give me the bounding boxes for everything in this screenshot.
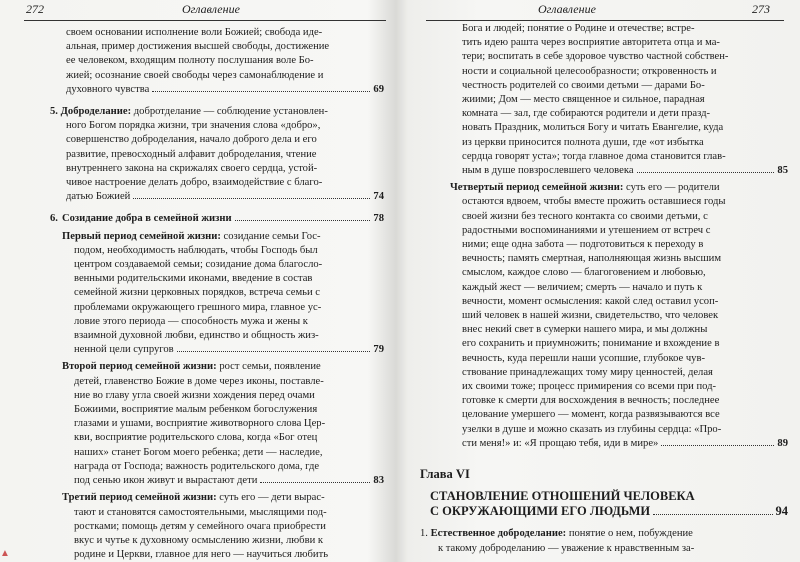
toc-line: целование умершего — момент, когда развязываются все [462,409,720,421]
toc-line: его сохранить и приумножить; понимание и вхождение в [462,338,720,350]
toc-line: проблемами окружающего грешного мира, главное ус- [74,301,322,313]
subsection-title: Третий период семейной жизни: [62,492,217,504]
toc-leader-line [438,164,788,178]
toc-line: жией; осознание своей свободы через самонаблюдение и [66,69,324,81]
toc-line: альная, пример достижения высшей свободы, достижение [66,41,330,53]
toc-page-number: 85 [777,165,788,177]
toc-line: своей жизни без тесного контакта со своими детьми, с [462,210,708,222]
toc-line: тают и становятся самостоятельными, мыслящими под- [74,506,327,518]
toc-line: вечность, куда перешли наши усопшие, глубокое чув- [462,352,706,364]
toc-line: готовке к смерти для восхождения в вечность; последнее [462,395,720,407]
toc-line: ненной цели супругов [74,344,174,356]
toc-line: новать Праздник, молиться Богу и читать Евангелие, куда [462,122,724,134]
toc-entry [38,105,384,204]
toc-leader-line [430,504,788,519]
toc-line: ростками; помощь детям у семейного очага приобрести [74,520,326,532]
page-number: 272 [26,2,44,16]
toc-entry [38,230,384,358]
toc-entry [38,360,384,488]
header-rule [426,20,784,21]
toc-leader-line [38,190,384,204]
toc-line: духовного чувства [66,83,150,95]
toc-line: наших» станет Богом моего ребенка; дети — наследие, [74,446,323,458]
toc-line: понятие о нем, побуждение [568,528,693,540]
toc-line: рост семьи, появление [219,361,321,373]
toc-line: ствование принадлежащих тому миру ценностей, делая [462,366,713,378]
toc-line: из церкви приносится полнота души, где «от избытка [462,136,704,148]
toc-line: датью Божией [66,191,131,203]
toc-line: честность родителей со своими детьми — дарами Бо- [462,79,705,91]
toc-line: их своими тоже; процесс примирения со всеми при под- [462,381,717,393]
toc-line: глазами и ушами, восприятие животворного слова Цер- [74,418,326,430]
toc-line: суть его — родители [626,182,720,194]
toc-leader-line [438,437,788,451]
section-title: Созидание добра в семейной жизни [61,213,232,225]
toc-page-number: 69 [373,83,384,95]
toc-line: жиими; Дом — место священное и сильное, парадная [462,94,705,106]
toc-entry [38,491,384,562]
toc-line: совершенство доброделания, начало доброго дела и его [66,134,317,146]
chapter-label: Глава VI [420,467,470,482]
toc-line: ее человеком, входящим полноту послушания воле Бо- [66,55,314,67]
subsection-title: Первый период семейной жизни: [62,230,221,242]
toc-line: ловие этого периода — способность мужа и жены к [74,315,308,327]
toc-column [38,26,384,562]
toc-line: вечность; память смертная, наполняющая жизнь высшим [462,253,722,265]
toc-line: взаимной духовной любви, единство и общность жиз- [74,330,319,342]
toc-line: кви, восприятие родительского слова, когда «Бог отец [74,432,318,444]
toc-line: ними; еще одна забота — подготовиться к переходу в [462,239,704,251]
toc-line: созидание семьи Гос- [223,230,321,242]
toc-line: внутреннего закона на скрижалях своего сердца, устой- [66,162,318,174]
toc-line: Бога и людей; понятие о Родине и отечестве; встре- [462,23,695,34]
toc-line: каждый жест — величием; смерть — начало и путь к [462,281,703,293]
toc-line: ший человек в нашей жизни, свидетельство, что человек [462,310,719,322]
toc-line: сердца говорят уста»; тогда главное дома становится глав- [462,150,726,162]
dot-leader [637,172,775,173]
header-rule [24,20,386,21]
section-title: Естественное доброделание: [430,528,567,540]
toc-line: венными родительскими иконами, введение в состав [74,273,313,285]
toc-line: семейной жизни церковных порядков, встреча семьи с [74,287,320,299]
toc-entry [38,212,384,226]
toc-line: награда от Господа; важность родительского дома, где [74,460,320,472]
toc-leader-line [38,343,384,357]
subsection-title: Четвертый период семейной жизни: [450,182,624,194]
toc-line: детей, главенство Божие в доме через иконы, поставле- [74,375,324,387]
dot-leader [133,198,370,199]
toc-entry [38,26,384,97]
toc-line: суть его — дети вырас- [219,492,325,504]
section-title: Доброделание: [60,106,132,118]
toc-line: своем основании исполнение воли Божией; свобода иде- [66,27,323,38]
toc-line: тери; воспитать в себе здоровое чувство частной собствен- [462,51,729,63]
toc-page-number: 94 [775,504,788,519]
toc-leader-line [38,474,384,488]
toc-entry [420,527,788,555]
right-page [404,0,800,562]
toc-line: к такому доброделанию — уважение к нравственным за- [438,542,695,554]
toc-line: вкус и чутье к духовному осмыслению жизни, любви к [74,534,324,546]
toc-line: развитие, превосходный алфавит доброделания, чтение [66,148,317,160]
toc-leader-line [38,212,384,226]
toc-line: комната — зал, где собираются родители и дети празд- [462,108,711,120]
toc-page-number: 79 [373,344,384,356]
toc-line: вечности, момент осмысления: какой след оставил усоп- [462,295,719,307]
section-number: 1. [420,528,428,540]
dot-leader [152,91,370,92]
toc-line: смыслом, каждое слово — благоговением и любовью, [462,267,706,279]
toc-entry [438,22,788,178]
chapter-title-line: С ОКРУЖАЮЩИМИ ЕГО ЛЮДЬМИ [430,504,651,519]
dot-leader [260,482,370,483]
dot-leader [661,445,774,446]
toc-line: внес некий свет в сумерки нашего мира, и мы должны [462,324,708,336]
chapter-title-line: СТАНОВЛЕНИЕ ОТНОШЕНИЙ ЧЕЛОВЕКА [430,489,695,504]
toc-page-number: 74 [373,191,384,203]
dot-leader [235,220,371,221]
page-number: 273 [752,2,770,16]
toc-line: центром создаваемой семьи; созидание дома благосло- [74,259,323,271]
toc-line: ным в душе повзрослевшего человека [462,165,634,177]
toc-line: тить идею рашта через восприятие авторитета отца и ма- [462,37,720,49]
toc-page-number: 89 [777,437,788,449]
section-number: 6. [50,213,58,225]
toc-line: под сенью икон живут и вырастают дети [74,475,258,487]
toc-line: радостными воспоминаниями и утешением от встреч с [462,224,711,236]
chapter-title [420,489,788,519]
running-header: Оглавление [538,2,596,16]
toc-line: добротделание — соблюдение установлен- [133,106,328,118]
toc-line: родине и Церкви, главное для него — научиться любить [74,549,329,561]
running-header: Оглавление [182,2,240,16]
subsection-title: Второй период семейной жизни: [62,361,217,373]
toc-line: узелки в душе и можно сказать из глубины сердца: «Про- [462,423,722,435]
section-number: 5. [50,106,58,118]
toc-leader-line [38,83,384,97]
toc-line: чивое настроение делать добро, взаимодействие с благо- [66,177,323,189]
toc-line: остаются вдвоем, чтобы вместе прожить оставшиеся годы [462,196,726,208]
toc-page-number: 78 [373,213,384,225]
toc-line: ности и социальной целесообразности; откровенность и [462,65,717,77]
toc-line: ного Богом порядка жизни, три значения слова «добро», [66,120,321,132]
dot-leader [177,351,371,352]
toc-column [420,22,788,556]
dot-leader [653,514,772,515]
toc-line: подом, необходимость наблюдать, чтобы Господь был [74,244,318,256]
corner-mark: ▲ [0,548,10,559]
toc-line: ние во главу угла своей жизни хождения перед очами [74,389,315,401]
toc-line: сти меня!» и: «Я прощаю тебя, иди в мире» [462,437,659,449]
toc-line: Божиими, восприятие малым ребенком богослужения [74,404,318,416]
toc-page-number: 83 [373,475,384,487]
toc-entry [438,181,788,451]
